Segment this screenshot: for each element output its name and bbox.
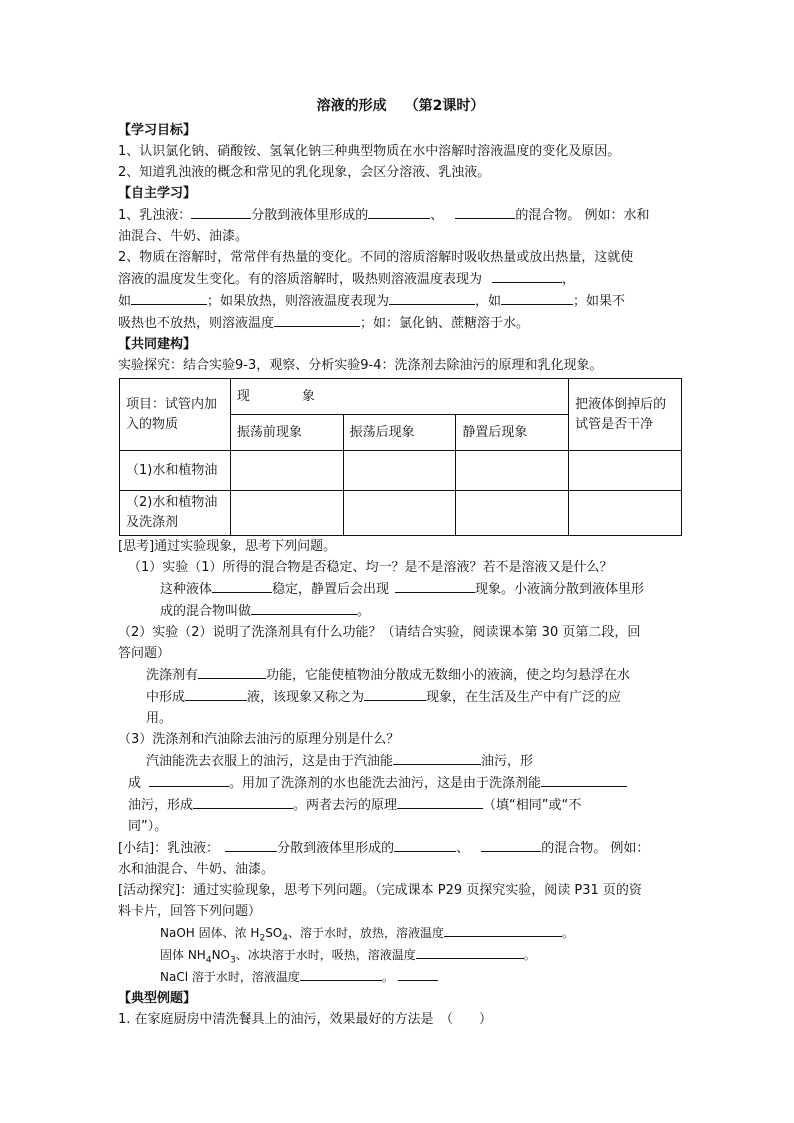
answer-blank[interactable]	[212, 578, 272, 593]
table-header-item: 项目：试管内加入的物质	[120, 379, 231, 451]
self-study-item-2-line3	[118, 290, 683, 312]
table-cell[interactable]	[230, 491, 343, 536]
text: NaOH 固体、浓 H	[160, 926, 260, 940]
table-header-clean: 把液体倒掉后的试管是否干净	[569, 379, 682, 451]
text: 固体 NH	[160, 948, 206, 962]
text: 现象，在生活及生产中有广泛的应	[426, 690, 622, 705]
title-subtitle: （第2课时）	[404, 98, 485, 114]
text: 功能，它能使植物油分散成无数细小的液滴，使之均匀悬浮在水	[266, 668, 631, 683]
answer-blank[interactable]	[300, 966, 382, 981]
text: 这种液体	[160, 582, 213, 597]
text: 、溶于水时，放热，溶液温度	[287, 926, 444, 940]
subscript: 4	[282, 933, 288, 944]
answer-blank[interactable]	[185, 686, 247, 701]
text: 、冰块溶于水时，吸热，溶液温度	[235, 948, 416, 962]
table-cell[interactable]	[456, 491, 569, 536]
answer-blank[interactable]	[398, 966, 438, 981]
self-study-item-1-cont: 油混合、牛奶、油漆。	[118, 229, 249, 244]
answer-blank[interactable]	[149, 772, 229, 787]
self-study-item-2-line4	[118, 312, 683, 334]
subscript: 2	[259, 933, 266, 944]
answer-blank[interactable]	[444, 922, 562, 937]
text: 中形成	[146, 690, 186, 705]
summary-line	[118, 837, 683, 859]
experiment-table	[119, 378, 682, 536]
experiment-intro: 实验探究：结合实验9-3，观察、分析实验9-4：洗涤剂去除油污的原理和乳化现象。	[118, 358, 603, 373]
table-header-phenomenon: 现 象	[230, 379, 568, 415]
text: ；如果放热，则溶液温度表现为	[207, 294, 390, 309]
objective-1: 1、认识氯化钠、硝酸铵、氢氧化钠三种典型物质在水中溶解时溶液温度的变化及原因。	[118, 144, 621, 159]
answer-blank[interactable]	[393, 750, 481, 765]
text: 。	[523, 948, 536, 962]
objective-2: 2、知道乳浊液的概念和常见的乳化现象，会区分溶液、乳浊液。	[118, 165, 491, 180]
section-heading-examples: 【典型例题】	[118, 991, 197, 1006]
text: 油污，形	[481, 754, 534, 769]
text: 、	[456, 841, 470, 856]
subscript: 3	[229, 955, 236, 966]
text: NO	[211, 948, 230, 962]
text: 汽油能洗去衣服上的油污，这是由于汽油能	[146, 754, 394, 769]
table-row-label: （2)水和植物油及洗涤剂	[120, 491, 231, 536]
self-study-item-1	[118, 204, 683, 226]
table-row	[120, 451, 682, 491]
table-cell[interactable]	[230, 451, 343, 491]
think-question-2-cont: 答问题）	[118, 646, 171, 661]
think-intro: [思考]通过实验现象，思考下列问题。	[118, 539, 337, 554]
answer-blank[interactable]	[492, 268, 562, 283]
activity-intro: [活动探究]：通过实验现象，思考下列问题。（完成课本 P29 页探究实验，阅读 P31 页的资	[118, 883, 642, 898]
think-answer-3b	[118, 772, 683, 794]
table-cell[interactable]	[569, 451, 682, 491]
text: 稳定，静置后会出现	[272, 582, 390, 597]
answer-blank[interactable]	[191, 204, 251, 219]
text: ；如：氯化钠、蔗糖溶于水。	[360, 316, 530, 331]
text: 。	[562, 926, 575, 940]
think-answer-2b	[118, 686, 683, 708]
subscript: 4	[205, 955, 212, 966]
table-cell[interactable]	[343, 451, 456, 491]
text: 洗涤剂有	[146, 668, 199, 683]
answer-blank[interactable]	[251, 600, 357, 615]
think-answer-3d: 同”）。	[128, 819, 168, 834]
answer-blank[interactable]	[394, 837, 456, 852]
answer-blank[interactable]	[416, 944, 524, 959]
answer-blank[interactable]	[455, 204, 515, 219]
section-heading-objectives: 【学习目标】	[118, 123, 197, 138]
summary-line-cont: 水和油混合、牛奶、油漆。	[118, 862, 275, 877]
think-answer-2a	[118, 664, 683, 686]
answer-blank[interactable]	[131, 290, 207, 305]
answer-blank[interactable]	[193, 794, 293, 809]
text: 溶液的温度发生变化。有的溶质溶解时，吸热则溶液温度表现为	[118, 272, 483, 287]
text: 的混合物。 例如：水和	[515, 208, 650, 223]
answer-blank[interactable]	[481, 837, 541, 852]
section-heading-co-build: 【共同建构】	[118, 337, 197, 352]
think-answer-3a	[118, 750, 683, 772]
example-question-1: 1. 在家庭厨房中清洗餐具上的油污，效果最好的方法是 （ ）	[118, 1012, 493, 1027]
activity-intro-cont: 料卡片，回答下列问题）	[118, 904, 262, 919]
answer-blank[interactable]	[364, 686, 426, 701]
text: ；如果不	[573, 294, 626, 309]
self-study-item-2-line2	[118, 268, 683, 290]
answer-blank[interactable]	[541, 772, 627, 787]
text: 的混合物。 例如：	[541, 841, 650, 856]
answer-blank[interactable]	[274, 312, 360, 327]
text: 、	[430, 208, 444, 223]
think-question-2: （2）实验（2）说明了洗涤剂具有什么功能？（请结合实验，阅读课本第 30 页第二段，回	[118, 625, 641, 640]
text: 1、乳浊液：	[118, 208, 192, 223]
think-answer-3c	[118, 794, 683, 816]
text: SO	[265, 926, 283, 940]
title-main: 溶液的形成	[316, 98, 387, 114]
table-header-before: 振荡前现象	[230, 415, 343, 451]
text: 液，该现象又称之为	[247, 690, 365, 705]
answer-blank[interactable]	[395, 578, 475, 593]
think-question-3: （3）洗涤剂和汽油除去油污的原理分别是什么？	[118, 732, 400, 747]
think-question-1: （1）实验（1）所得的混合物是否稳定、均一？是不是溶液？若不是溶液又是什么？	[128, 560, 613, 575]
think-answer-1b	[118, 600, 683, 622]
table-row-label: （1)水和植物油	[120, 451, 231, 491]
text: 成的混合物叫做	[160, 604, 252, 619]
answer-blank[interactable]	[397, 794, 483, 809]
think-answer-1a	[118, 578, 683, 600]
text: ，如	[475, 294, 502, 309]
worksheet-page	[118, 96, 683, 1030]
table-header-after: 振荡后现象	[343, 415, 456, 451]
answer-blank[interactable]	[501, 290, 573, 305]
text: （填“相同”或“不	[483, 798, 582, 813]
section-heading-self-study: 【自主学习】	[118, 186, 197, 201]
text: 现象。小液滴分散到液体里形	[475, 582, 645, 597]
activity-line-2	[118, 944, 683, 966]
text: 成	[128, 776, 142, 791]
text: 。用加了洗涤剂的水也能洗去油污，这是由于洗涤剂能	[229, 776, 542, 791]
text: 油污，形成	[128, 798, 194, 813]
text: 如	[118, 294, 132, 309]
page-title	[118, 96, 683, 118]
text: 。两者去污的原理	[293, 798, 398, 813]
text: 。	[357, 604, 371, 619]
text: ，	[562, 272, 576, 287]
table-cell[interactable]	[569, 491, 682, 536]
table-header-still: 静置后现象	[456, 415, 569, 451]
table-cell[interactable]	[456, 451, 569, 491]
table-row	[120, 491, 682, 536]
text: 。	[381, 970, 394, 984]
table-cell[interactable]	[343, 491, 456, 536]
answer-blank[interactable]	[225, 837, 277, 852]
text: 分散到液体里形成的	[277, 841, 395, 856]
answer-blank[interactable]	[389, 290, 475, 305]
text: 分散到液体里形成的	[251, 208, 369, 223]
activity-line-3	[118, 966, 683, 988]
text: 吸热也不放热，则溶液温度	[118, 316, 275, 331]
activity-line-1	[118, 922, 683, 944]
self-study-item-2: 2、物质在溶解时，常常伴有热量的变化。不同的溶质溶解时吸收热量或放出热量，这就使	[118, 250, 634, 265]
answer-blank[interactable]	[368, 204, 430, 219]
text: [小结]：乳浊液：	[118, 841, 220, 856]
answer-blank[interactable]	[198, 664, 266, 679]
think-answer-2c: 用。	[146, 711, 173, 726]
text: NaCl 溶于水时，溶液温度	[160, 970, 300, 984]
